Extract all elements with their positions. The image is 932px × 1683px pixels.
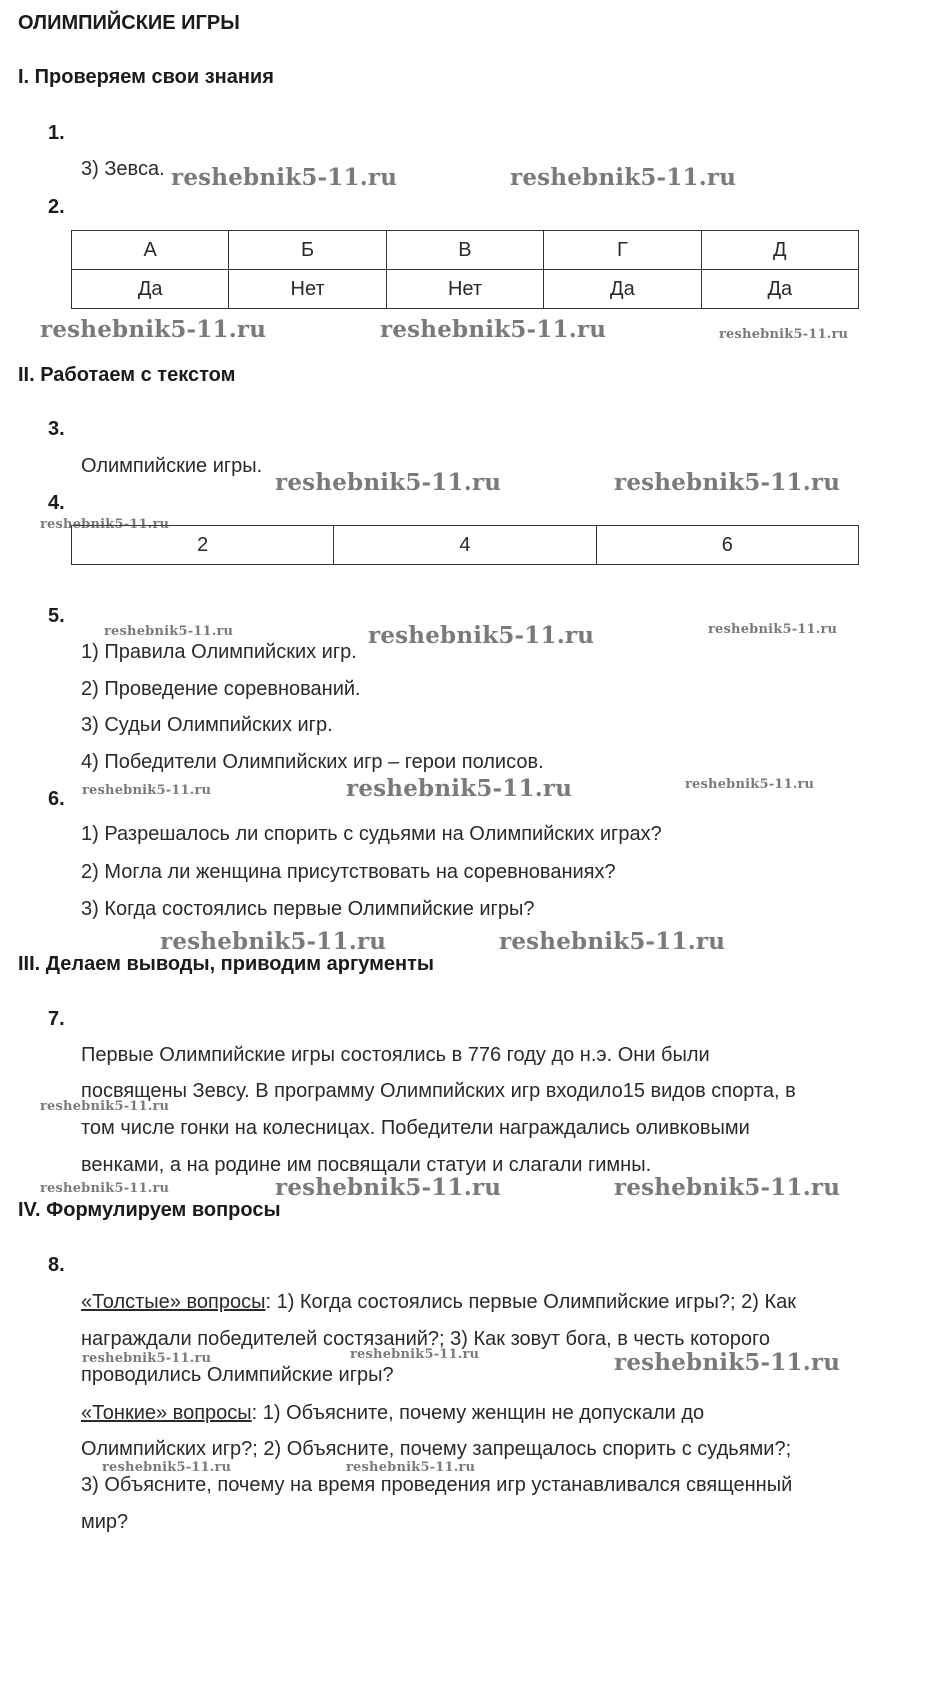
paragraph-line: мир?: [81, 1511, 129, 1533]
table-cell: 6: [596, 526, 858, 565]
section-heading-4: IV. Формулируем вопросы: [18, 1199, 281, 1221]
list-item: 3) Судьи Олимпийских игр.: [81, 714, 333, 736]
thick-questions-text: : 1) Когда состоялись первые Олимпийские игры?; 2) Как: [265, 1291, 796, 1313]
question-number-7: 7.: [48, 1008, 65, 1030]
watermark: reshebnik5-11.ru: [275, 469, 502, 496]
watermark: reshebnik5-11.ru: [614, 469, 841, 496]
question-number-4: 4.: [48, 492, 65, 514]
question-number-6: 6.: [48, 788, 65, 810]
table-header-cell: В: [386, 231, 543, 270]
watermark: reshebnik5-11.ru: [350, 1347, 480, 1362]
watermark: reshebnik5-11.ru: [499, 928, 726, 955]
table-cell: Нет: [386, 270, 543, 309]
watermark: reshebnik5-11.ru: [40, 1099, 170, 1114]
watermark: reshebnik5-11.ru: [171, 164, 398, 191]
question-number-2: 2.: [48, 196, 65, 218]
thin-questions-text: : 1) Объясните, почему женщин не допускали до: [251, 1402, 705, 1424]
table-header-cell: Г: [544, 231, 701, 270]
list-item: 4) Победители Олимпийских игр – герои полисов.: [81, 751, 544, 773]
watermark: reshebnik5-11.ru: [40, 316, 267, 343]
watermark: reshebnik5-11.ru: [685, 777, 815, 792]
paragraph-line: венками, а на родине им посвящали статуи и слагали гимны.: [81, 1154, 652, 1176]
watermark: reshebnik5-11.ru: [82, 783, 212, 798]
watermark: reshebnik5-11.ru: [510, 164, 737, 191]
list-item: 3) Когда состоялись первые Олимпийские игры?: [81, 898, 535, 920]
question-number-3: 3.: [48, 418, 65, 440]
watermark: reshebnik5-11.ru: [275, 1174, 502, 1201]
paragraph-line: проводились Олимпийские игры?: [81, 1364, 394, 1386]
answer-3: Олимпийские игры.: [81, 455, 263, 477]
thick-questions-line-1: [81, 1291, 796, 1314]
watermark: reshebnik5-11.ru: [40, 1181, 170, 1196]
thin-questions-label: «Тонкие» вопросы: [81, 1402, 252, 1424]
watermark: reshebnik5-11.ru: [82, 1351, 212, 1366]
table-row: [72, 526, 859, 565]
list-item: 2) Проведение соревнований.: [81, 678, 361, 700]
watermark: reshebnik5-11.ru: [160, 928, 387, 955]
table-cell: Нет: [229, 270, 386, 309]
table-row: [72, 270, 859, 309]
watermark: reshebnik5-11.ru: [40, 517, 170, 532]
section-heading-3: III. Делаем выводы, приводим аргументы: [18, 953, 435, 975]
table-cell: 4: [334, 526, 596, 565]
table-cell: Да: [544, 270, 701, 309]
paragraph-line: награждали победителей состязаний?; 3) Как зовут бога, в честь которого: [81, 1328, 771, 1350]
paragraph-line: посвящены Зевсу. В программу Олимпийских игр входило15 видов спорта, в: [81, 1080, 796, 1102]
table-cell: 2: [72, 526, 334, 565]
question-number-1: 1.: [48, 122, 65, 144]
table-cell: Да: [701, 270, 858, 309]
page-title: ОЛИМПИЙСКИЕ ИГРЫ: [18, 12, 240, 34]
table-header-cell: А: [72, 231, 229, 270]
watermark: reshebnik5-11.ru: [708, 622, 838, 637]
thick-questions-label: «Толстые» вопросы: [81, 1291, 266, 1313]
table-header-cell: Б: [229, 231, 386, 270]
watermark: reshebnik5-11.ru: [368, 622, 595, 649]
paragraph-line: 3) Объясните, почему на время проведения игр устанавливался священный: [81, 1474, 793, 1496]
question-number-5: 5.: [48, 605, 65, 627]
table-header-cell: Д: [701, 231, 858, 270]
answer-1: 3) Зевса.: [81, 158, 165, 180]
thin-questions-line-1: [81, 1402, 704, 1425]
table-header-row: [72, 231, 859, 270]
watermark: reshebnik5-11.ru: [346, 1460, 476, 1475]
section-heading-2: II. Работаем с текстом: [18, 364, 236, 386]
list-item: 1) Правила Олимпийских игр.: [81, 641, 357, 663]
watermark: reshebnik5-11.ru: [102, 1460, 232, 1475]
watermark: reshebnik5-11.ru: [614, 1349, 841, 1376]
answer-table-2: [71, 230, 859, 309]
table-cell: Да: [72, 270, 229, 309]
question-number-8: 8.: [48, 1254, 65, 1276]
watermark: reshebnik5-11.ru: [719, 327, 849, 342]
answer-table-4: [71, 525, 859, 565]
watermark: reshebnik5-11.ru: [346, 775, 573, 802]
section-heading-1: I. Проверяем свои знания: [18, 66, 274, 88]
paragraph-line: том числе гонки на колесницах. Победители награждались оливковыми: [81, 1117, 750, 1139]
list-item: 2) Могла ли женщина присутствовать на соревнованиях?: [81, 861, 616, 883]
watermark: reshebnik5-11.ru: [104, 624, 234, 639]
watermark: reshebnik5-11.ru: [380, 316, 607, 343]
paragraph-line: Олимпийских игр?; 2) Объясните, почему запрещалось спорить с судьями?;: [81, 1438, 792, 1460]
watermark: reshebnik5-11.ru: [614, 1174, 841, 1201]
list-item: 1) Разрешалось ли спорить с судьями на Олимпийских играх?: [81, 823, 662, 845]
paragraph-line: Первые Олимпийские игры состоялись в 776 году до н.э. Они были: [81, 1044, 710, 1066]
